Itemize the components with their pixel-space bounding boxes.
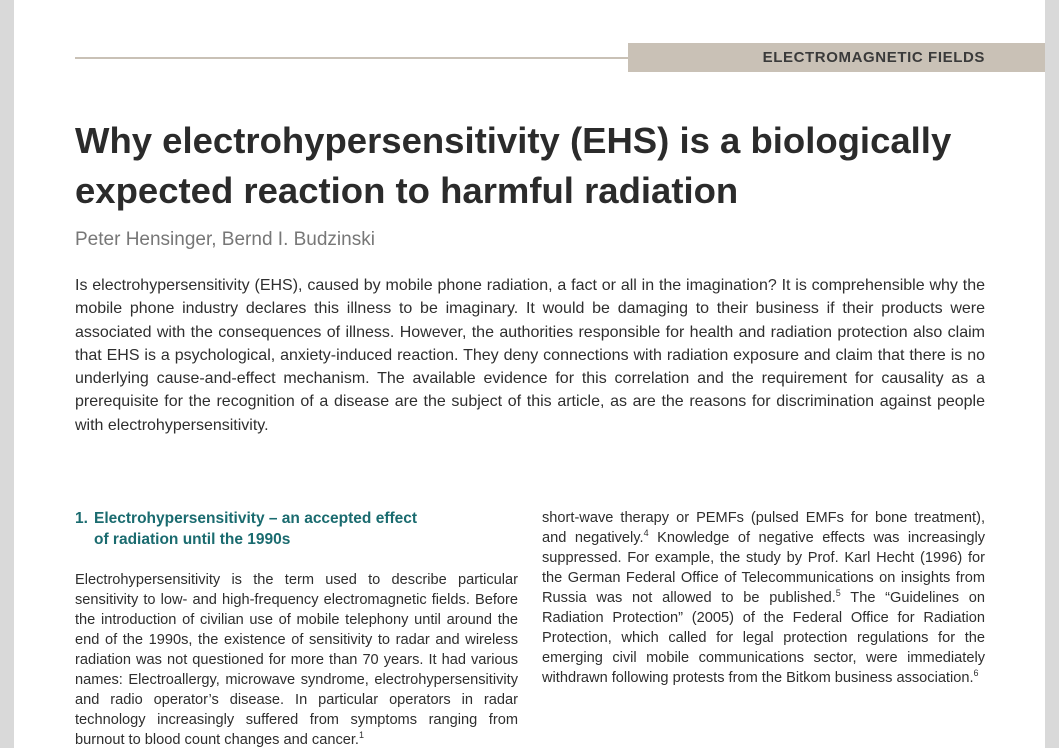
header-rule bbox=[75, 57, 629, 59]
footnote-ref-6[interactable]: 6 bbox=[973, 668, 979, 679]
section-heading-line2: of radiation until the 1990s bbox=[94, 531, 291, 548]
right-paragraph bbox=[542, 508, 985, 688]
right-text-part2: Knowledge of negative effects was increasingly suppressed. For example, the study by Prof. Karl Hecht (1996) for the German Federal Office of Telecommunications on insights from Russia was not allowed to be published. bbox=[542, 530, 985, 606]
section-number: 1. bbox=[75, 510, 88, 527]
left-paragraph-text: Electrohypersensitivity is the term used to describe particular sensitivity to low- and high-frequency electromagnetic fields. Before the introduction of civilian use of mobile telephony until around the end of the 1990s, the existence of sensitivity to radar and wireless radiation was not questioned for more than 70 years. It had various names: Electroallergy, microwave syndrome, electrohypersensitivity and radio operator’s disease. In particular operators in radar technology increasingly suffered from symptoms ranging from burnout to blood count changes and cancer. bbox=[75, 572, 518, 748]
article-title: Why electrohypersensitivity (EHS) is a biologically expected reaction to harmful radiation bbox=[75, 120, 952, 211]
section-label: ELECTROMAGNETIC FIELDS bbox=[762, 49, 985, 66]
section-heading bbox=[75, 508, 518, 550]
footnote-ref-4[interactable]: 4 bbox=[643, 528, 649, 539]
right-column bbox=[542, 508, 985, 688]
right-text-part1: short-wave therapy or PEMFs (pulsed EMFs for bone treatment), and negatively. bbox=[542, 510, 985, 546]
article-page bbox=[14, 0, 1045, 748]
right-text-part3: The “Guidelines on Radiation Protection” (2005) of the Federal Office for Radiation Protection, which called for legal protection regulations for the emerging civil mobile communications sector, were immediately withdrawn following protests from the Bitkom business association. bbox=[542, 590, 985, 686]
footnote-ref-1[interactable]: 1 bbox=[358, 730, 364, 741]
left-paragraph bbox=[75, 570, 518, 748]
section-heading-line1: Electrohypersensitivity – an accepted effect bbox=[94, 510, 418, 527]
article-authors: Peter Hensinger, Bernd I. Budzinski bbox=[75, 229, 375, 250]
section-tab bbox=[628, 43, 1045, 72]
article-abstract: Is electrohypersensitivity (EHS), caused by mobile phone radiation, a fact or all in the imagination? It is comprehensible why the mobile phone industry declares this illness to be imaginary. It would be damaging to their business if their products were associated with the consequences of illness. However, the authorities responsible for health and radiation protection also claim that EHS is a psychological, anxiety-induced reaction. They deny connections with radiation exposure and claim that there is no underlying cause-and-effect mechanism. The available evidence for this correlation and the requirement for causality as a prerequisite for the recognition of a disease are the subject of this article, as are the reasons for discrimination against people with electrohypersensitivity. bbox=[75, 277, 985, 434]
footnote-ref-5[interactable]: 5 bbox=[835, 588, 841, 599]
left-column bbox=[75, 508, 518, 748]
